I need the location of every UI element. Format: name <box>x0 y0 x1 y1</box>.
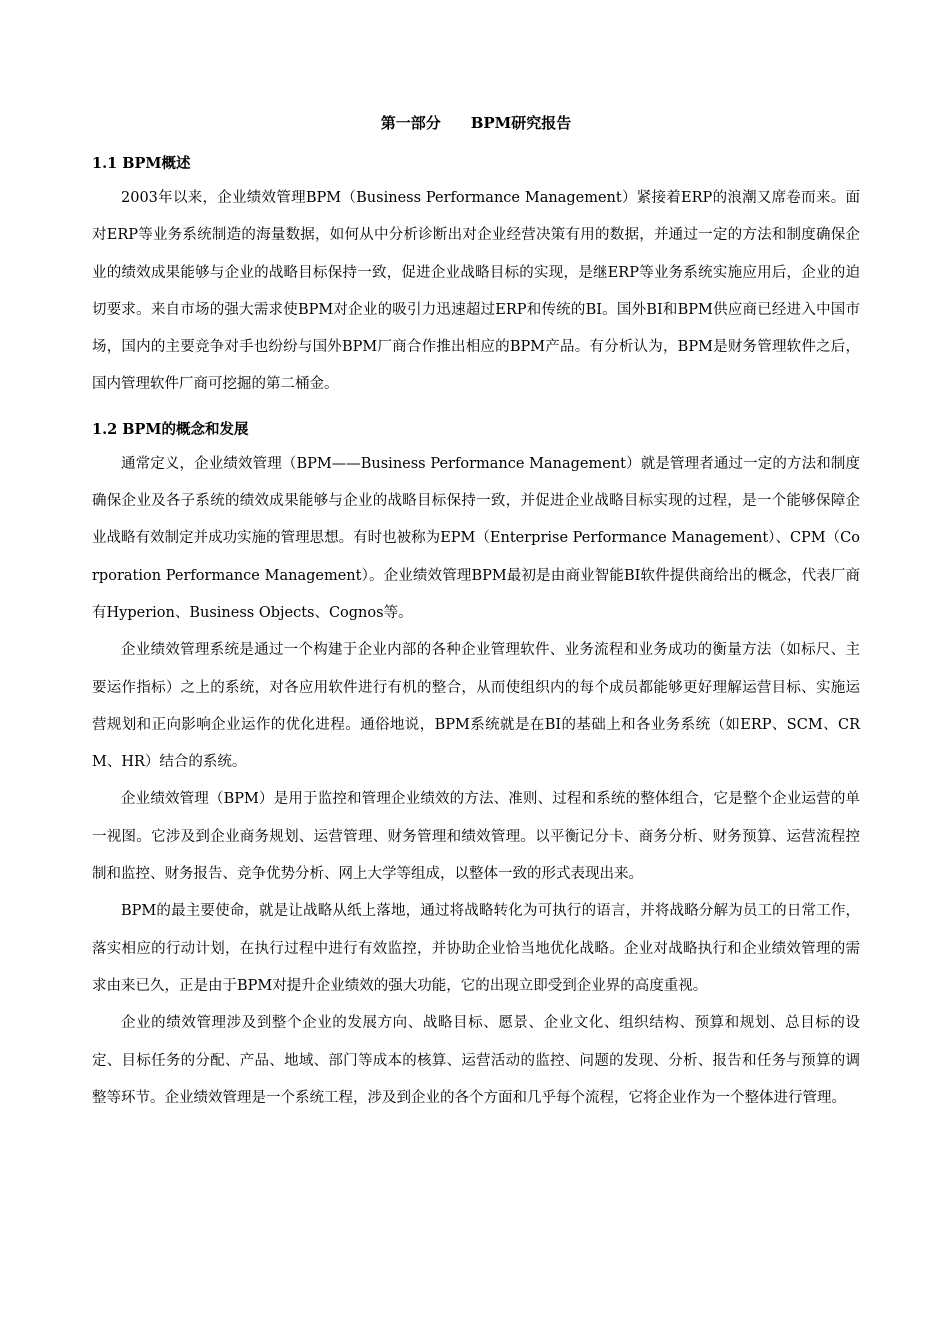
paragraph-overview: 2003年以来，企业绩效管理BPM（Business Performance Management）紧接着ERP的浪潮又席卷而来。面对ERP等业务系统制造的海量数据，如何从中分析诊断出对企业经营决策有用的数据，并通过一定的方法和制度确保企业的绩效成果能够与企业的战略目标保持一致，促进企业战略目标的实现，是继ERP等业务系统实施应用后，企业的迫切要求。来自市场的强大需求使BPM对企业的吸引力迅速超过ERP和传统的BI。国外BI和BPM供应商已经进入中国市场，国内的主要竞争对手也纷纷与国外BPM厂商合作推出相应的BPM产品。有分析认为，BPM是财务管理软件之后，国内管理软件厂商可挖掘的第二桶金。 <box>92 190 860 393</box>
paragraph-scope: 企业的绩效管理涉及到整个企业的发展方向、战略目标、愿景、企业文化、组织结构、预算和规划、总目标的设定、目标任务的分配、产品、地域、部门等成本的核算、运营活动的监控、问题的发现、分析、报告和任务与预算的调整等环节。企业绩效管理是一个系统工程，涉及到企业的各个方面和几乎每个流程，它将企业作为一个整体进行管理。 <box>92 1015 860 1106</box>
document-title: 第一部分 BPM研究报告 <box>380 114 572 132</box>
paragraph-system: 企业绩效管理系统是通过一个构建于企业内部的各种企业管理软件、业务流程和业务成功的衡量方法（如标尺、主要运作指标）之上的系统，对各应用软件进行有机的整合，从而使组织内的每个成员都能够更好理解运营目标、实施运营规划和正向影响企业运作的优化进程。通俗地说，BPM系统就是在BI的基础上和各业务系统（如ERP、SCM、CRM、HR）结合的系统。 <box>92 642 860 771</box>
document-body <box>92 108 860 1117</box>
section-heading-concept: 1.2 BPM的概念和发展 <box>92 420 249 438</box>
section-heading-overview: 1.1 BPM概述 <box>92 155 191 172</box>
paragraph-bpm-overview: 企业绩效管理（BPM）是用于监控和管理企业绩效的方法、准则、过程和系统的整体组合，它是整个企业运营的单一视图。它涉及到企业商务规划、运营管理、财务管理和绩效管理。以平衡记分卡、商务分析、财务预算、运营流程控制和监控、财务报告、竞争优势分析、网上大学等组成，以整体一致的形式表现出来。 <box>92 791 860 883</box>
paragraph-definition: 通常定义，企业绩效管理（BPM——Business Performance Management）就是管理者通过一定的方法和制度确保企业及各子系统的绩效成果能够与企业的战略目标保持一致，并促进企业战略目标实现的过程，是一个能够保障企业战略有效制定并成功实施的管理思想。有时也被称为EPM（Enterprise Performance Management）、CPM（Corporation Performance Management）。企业绩效管理BPM最初是由商业智能BI软件提供商给出的概念，代表厂商有Hyperion、Business Objects、Cognos等。 <box>92 455 860 621</box>
paragraph-mission: BPM的最主要使命，就是让战略从纸上落地，通过将战略转化为可执行的语言，并将战略分解为员工的日常工作，落实相应的行动计划，在执行过程中进行有效监控，并协助企业恰当地优化战略。企业对战略执行和企业绩效管理的需求由来已久，正是由于BPM对提升企业绩效的强大功能，它的出现立即受到企业界的高度重视。 <box>92 903 860 994</box>
